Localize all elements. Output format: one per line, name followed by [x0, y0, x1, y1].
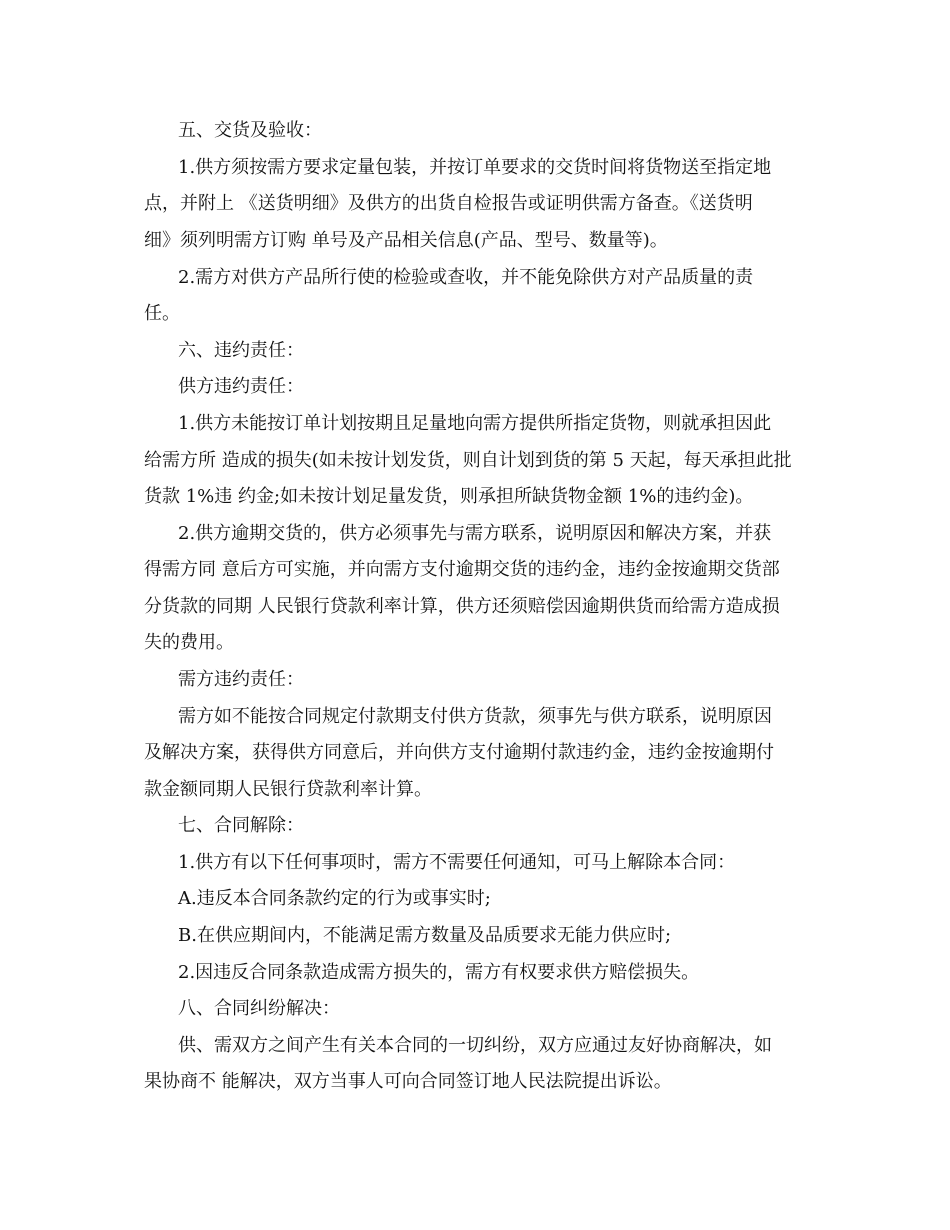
text-line: 1.供方须按需方要求定量包装，并按订单要求的交货时间将货物送至指定地 — [178, 157, 772, 178]
text-line: 供方违约责任： — [178, 376, 304, 397]
text-line: 需方如不能按合同规定付款期支付供方货款，须事先与供方联系，说明原因 — [178, 706, 772, 727]
text-line: 分货款的同期 人民银行贷款利率计算，供方还须赔偿因逾期供货而给需方造成损 — [144, 596, 780, 617]
text-line: B.在供应期间内，不能满足需方数量及品质要求无能力供应时; — [178, 925, 672, 946]
text-line: 2.需方对供方产品所行使的检验或查收，并不能免除供方对产品质量的责 — [178, 267, 754, 288]
text-line: 六、违约责任： — [178, 340, 304, 361]
text-line: 1.供方未能按订单计划按期且足量地向需方提供所指定货物，则就承担因此 — [178, 413, 772, 434]
text-line: 供、需双方之间产生有关本合同的一切纠纷，双方应通过友好协商解决，如 — [178, 1035, 772, 1056]
text-line: 失的费用。 — [144, 632, 234, 653]
text-line: 八、合同纠纷解决： — [178, 998, 340, 1019]
text-line: 2.因违反合同条款造成需方损失的，需方有权要求供方赔偿损失。 — [178, 962, 700, 983]
text-line: 果协商不 能解决，双方当事人可向合同签订地人民法院提出诉讼。 — [144, 1071, 672, 1092]
text-line: 及解决方案，获得供方同意后，并向供方支付逾期付款违约金，违约金按逾期付 — [144, 742, 774, 763]
text-line: 1.供方有以下任何事项时，需方不需要任何通知，可马上解除本合同： — [178, 852, 736, 873]
text-line: 2.供方逾期交货的，供方必须事先与需方联系，说明原因和解决方案，并获 — [178, 523, 772, 544]
text-line: 得需方同 意后方可实施，并向需方支付逾期交货的违约金，违约金按逾期交货部 — [144, 559, 780, 580]
text-line: 点，并附上 《送货明细》及供方的出货自检报告或证明供需方备查。《送货明 — [144, 193, 753, 214]
text-line: 款金额同期人民银行贷款利率计算。 — [144, 779, 432, 800]
text-line: 给需方所 造成的损失(如未按计划发货，则自计划到货的第 5 天起，每天承担此批 — [144, 450, 792, 471]
text-line: 七、合同解除： — [178, 815, 304, 836]
text-line: 任。 — [144, 303, 180, 324]
text-line: A.违反本合同条款约定的行为或事实时; — [178, 888, 491, 909]
text-line: 细》须列明需方订购 单号及产品相关信息(产品、型号、数量等)。 — [144, 230, 668, 251]
text-line: 需方违约责任： — [178, 669, 304, 690]
text-line: 五、交货及验收： — [178, 120, 322, 141]
text-line: 货款 1%违 约金;如未按计划足量发货，则承担所缺货物金额 1%的违约金)。 — [144, 486, 754, 507]
